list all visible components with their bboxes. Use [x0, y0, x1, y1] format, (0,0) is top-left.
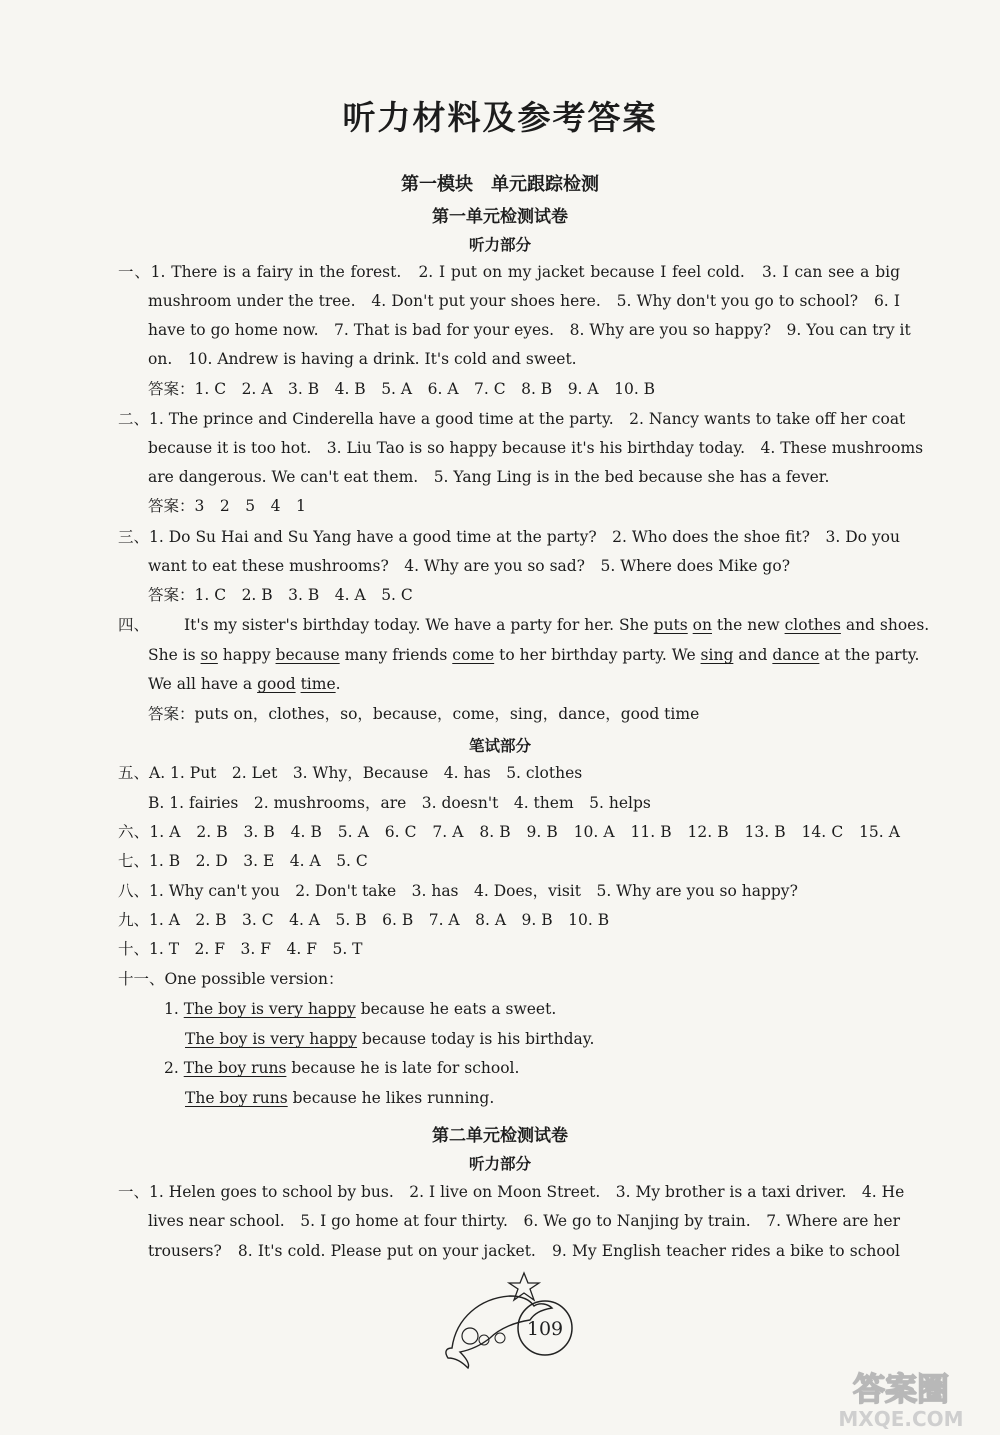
text-line: lives near school. 5. I go home at four thirty. 6. We go to Nanjing by train. 7. Where are her: [148, 1212, 900, 1230]
unit1-writing-heading: 笔试部分: [468, 737, 531, 755]
text-line: have to go home now. 7. That is bad for your eyes. 8. Why are you so happy? 9. You can try it: [148, 321, 911, 339]
underlined-phrase: The boy runs: [183, 1059, 287, 1077]
passage-text: We all have a: [148, 675, 258, 693]
answer-line: 答案：puts on，clothes，so，because，come，sing，dance，good time: [148, 705, 700, 723]
sentence-number: 2.: [164, 1059, 184, 1077]
answer-line: B. 1. fairies 2. mushrooms，are 3. doesn't 4. them 5. helps: [148, 794, 651, 812]
text-line: 三、1. Do Su Hai and Su Yang have a good time at the party? 2. Who does the shoe fit? 3. Do you: [118, 528, 900, 546]
passage-text: the new: [712, 616, 785, 634]
sentence-rest: because he likes running.: [287, 1089, 495, 1107]
unit2-heading: 第二单元检测试卷: [432, 1126, 568, 1146]
filled-blank: good: [257, 675, 296, 693]
answer-line: 五、A. 1. Put 2. Let 3. Why，Because 4. has 5. clothes: [118, 764, 583, 782]
text-line: want to eat these mushrooms? 4. Why are you so sad? 5. Where does Mike go?: [148, 557, 791, 575]
text-line: are dangerous. We can't eat them. 5. Yang Ling is in the bed because she has a fever.: [148, 468, 830, 486]
text-line: 一、1. Helen goes to school by bus. 2. I live on Moon Street. 3. My brother is a taxi driver. 4. He: [118, 1183, 905, 1201]
sentence-rest: because today is his birthday.: [357, 1030, 595, 1048]
underlined-phrase: The boy runs: [185, 1089, 288, 1107]
watermark-logo: [816, 1366, 986, 1432]
answer-line: 七、1. B 2. D 3. E 4. A 5. C: [118, 852, 368, 870]
filled-blank: so: [200, 646, 218, 664]
text-line: trousers? 8. It's cold. Please put on your jacket. 9. My English teacher rides a bike to school: [148, 1242, 900, 1260]
filled-blank: sing: [700, 646, 734, 664]
filled-blank: puts: [653, 616, 688, 634]
passage-text: .: [335, 675, 341, 693]
passage-text: to her birthday party. We: [494, 646, 701, 664]
underlined-phrase: The boy is very happy: [185, 1030, 358, 1048]
answer-line: 十一、One possible version：: [118, 970, 344, 988]
text-line: because it is too hot. 3. Liu Tao is so happy because it's his birthday today. 4. These mushrooms: [148, 439, 924, 457]
text-line: mushroom under the tree. 4. Don't put your shoes here. 5. Why don't you go to school? 6. I: [148, 292, 900, 310]
page-title: 听力材料及参考答案: [342, 98, 658, 137]
text-line: 二、1. The prince and Cinderella have a good time at the party. 2. Nancy wants to take off her coat: [118, 410, 906, 428]
text-line: on. 10. Andrew is having a drink. It's cold and sweet.: [148, 350, 577, 368]
answer-line: 十、1. T 2. F 3. F 4. F 5. T: [118, 940, 363, 958]
filled-blank: come: [452, 646, 495, 664]
module-heading: 第一模块 单元跟踪检测: [401, 174, 599, 195]
watermark-chinese: 答案圈: [852, 1370, 950, 1408]
filled-blank: on: [692, 616, 712, 634]
passage-text: She is: [148, 646, 201, 664]
passage-text: It's my sister's birthday today. We have a party for her. She: [184, 616, 654, 634]
answer-line: 答案：3 2 5 4 1: [148, 497, 306, 515]
passage-text: and shoes.: [840, 616, 930, 634]
sentence-rest: because he eats a sweet.: [355, 1000, 557, 1018]
filled-blank: time: [300, 675, 336, 693]
passage-text: at the party.: [819, 646, 920, 664]
unit2-listening-heading: 听力部分: [468, 1155, 531, 1173]
answer-line: 八、1. Why can't you 2. Don't take 3. has 4. Does，visit 5. Why are you so happy?: [118, 882, 798, 900]
unit1-heading: 第一单元检测试卷: [432, 207, 568, 227]
unit1-listening-heading: 听力部分: [468, 236, 531, 254]
answer-line: 九、1. A 2. B 3. C 4. A 5. B 6. B 7. A 8. A 9. B 10. B: [118, 911, 610, 929]
answer-line: 六、1. A 2. B 3. B 4. B 5. A 6. C 7. A 8. B 9. B 10. A 11. B 12. B 13. B 14. C 15. A: [118, 823, 900, 841]
filled-blank: because: [275, 646, 340, 664]
answer-line: 答案：1. C 2. A 3. B 4. B 5. A 6. A 7. C 8. B 9. A 10. B: [148, 380, 656, 398]
watermark-url: MXQE.COM: [838, 1407, 964, 1431]
passage-text: and: [733, 646, 773, 664]
passage-text: many friends: [339, 646, 453, 664]
underlined-phrase: The boy is very happy: [183, 1000, 356, 1018]
sentence-number: 1.: [164, 1000, 184, 1018]
answer-line: 答案：1. C 2. B 3. B 4. A 5. C: [148, 586, 413, 604]
filled-blank: clothes: [784, 616, 841, 634]
sentence-rest: because he is late for school.: [286, 1059, 520, 1077]
section-label: 四、: [118, 616, 150, 634]
page-number: 109: [526, 1318, 564, 1340]
filled-blank: dance: [772, 646, 820, 664]
passage-text: happy: [217, 646, 276, 664]
text-line: 一、1. There is a fairy in the forest. 2. I put on my jacket because I feel cold. 3. I can see a big: [118, 263, 900, 281]
